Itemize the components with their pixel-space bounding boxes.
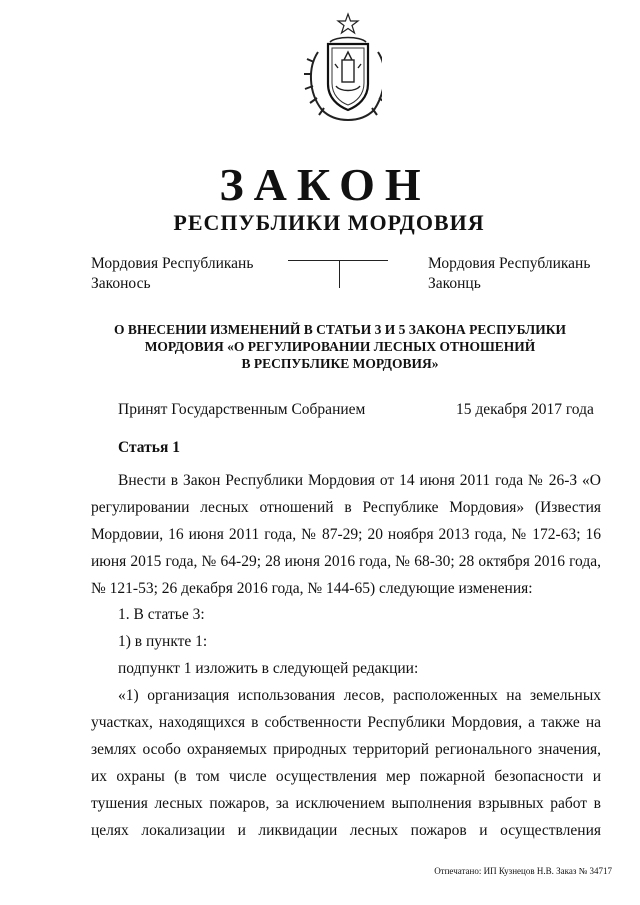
header-right-column — [428, 254, 590, 294]
header-left-line-2: Законось — [91, 275, 151, 292]
body-line: тушения лесных пожаров, за исключением выполнения взрывных работ в — [91, 794, 601, 812]
header-divider-horizontal — [288, 260, 388, 261]
header-divider-vertical — [339, 260, 340, 288]
print-footer: Отпечатано: ИП Кузнецов Н.В. Заказ № 34717 — [434, 866, 612, 876]
body-line: землях особо охраняемых природных территорий регионального значения, — [91, 740, 601, 758]
body-line: «1) организация использования лесов, расположенных на земельных — [118, 687, 601, 705]
article-body — [91, 471, 601, 847]
body-line: 1) в пункте 1: — [118, 633, 208, 651]
body-line: регулировании лесных отношений в Республике Мордовия» (Известия — [91, 498, 601, 516]
document-title-line: МОРДОВИЯ «О РЕГУЛИРОВАНИИ ЛЕСНЫХ ОТНОШЕНИЙ — [144, 339, 536, 354]
law-title: ЗАКОН — [219, 159, 431, 210]
adopted-date: 15 декабря 2017 года — [456, 401, 594, 418]
header-right-line-2: Законць — [428, 275, 481, 292]
body-line: июня 2015 года, № 64-29; 28 июня 2016 года, № 68-30; 28 октября 2016 года, — [91, 552, 601, 570]
document-title — [100, 321, 580, 372]
document-title-line: В РЕСПУБЛИКЕ МОРДОВИЯ» — [241, 356, 439, 371]
coat-of-arms-icon — [300, 12, 382, 124]
body-line: участках, находящихся в собственности Республики Мордовия, а также на — [91, 714, 601, 732]
document-title-line: О ВНЕСЕНИИ ИЗМЕНЕНИЙ В СТАТЬИ 3 И 5 ЗАКОНА РЕСПУБЛИКИ — [113, 322, 567, 337]
body-line: Внести в Закон Республики Мордовия от 14 июня 2011 года № 26-З «О — [118, 472, 601, 489]
header-left-column — [91, 254, 253, 294]
republic-title: РЕСПУБЛИКИ МОРДОВИЯ — [173, 210, 485, 235]
body-line: подпункт 1 изложить в следующей редакции: — [118, 660, 419, 678]
body-line: целях локализации и ликвидации лесных пожаров и осуществления — [91, 821, 601, 839]
adopted-label: Принят Государственным Собранием — [118, 401, 366, 418]
body-line: Мордовии, 16 июня 2011 года, № 87-29; 20 ноября 2013 года, № 172-63; 16 — [91, 525, 601, 543]
body-line: их охраны (в том числе осуществления мер пожарной безопасности и — [91, 767, 601, 785]
article-heading: Статья 1 — [118, 439, 180, 456]
header-left-line-1: Мордовия Республикань — [91, 255, 254, 272]
body-line: № 121-53; 26 декабря 2016 года, № 144-65) следующие изменения: — [91, 579, 533, 597]
header-right-line-1: Мордовия Республикань — [428, 255, 591, 272]
body-line: 1. В статье 3: — [118, 606, 205, 624]
